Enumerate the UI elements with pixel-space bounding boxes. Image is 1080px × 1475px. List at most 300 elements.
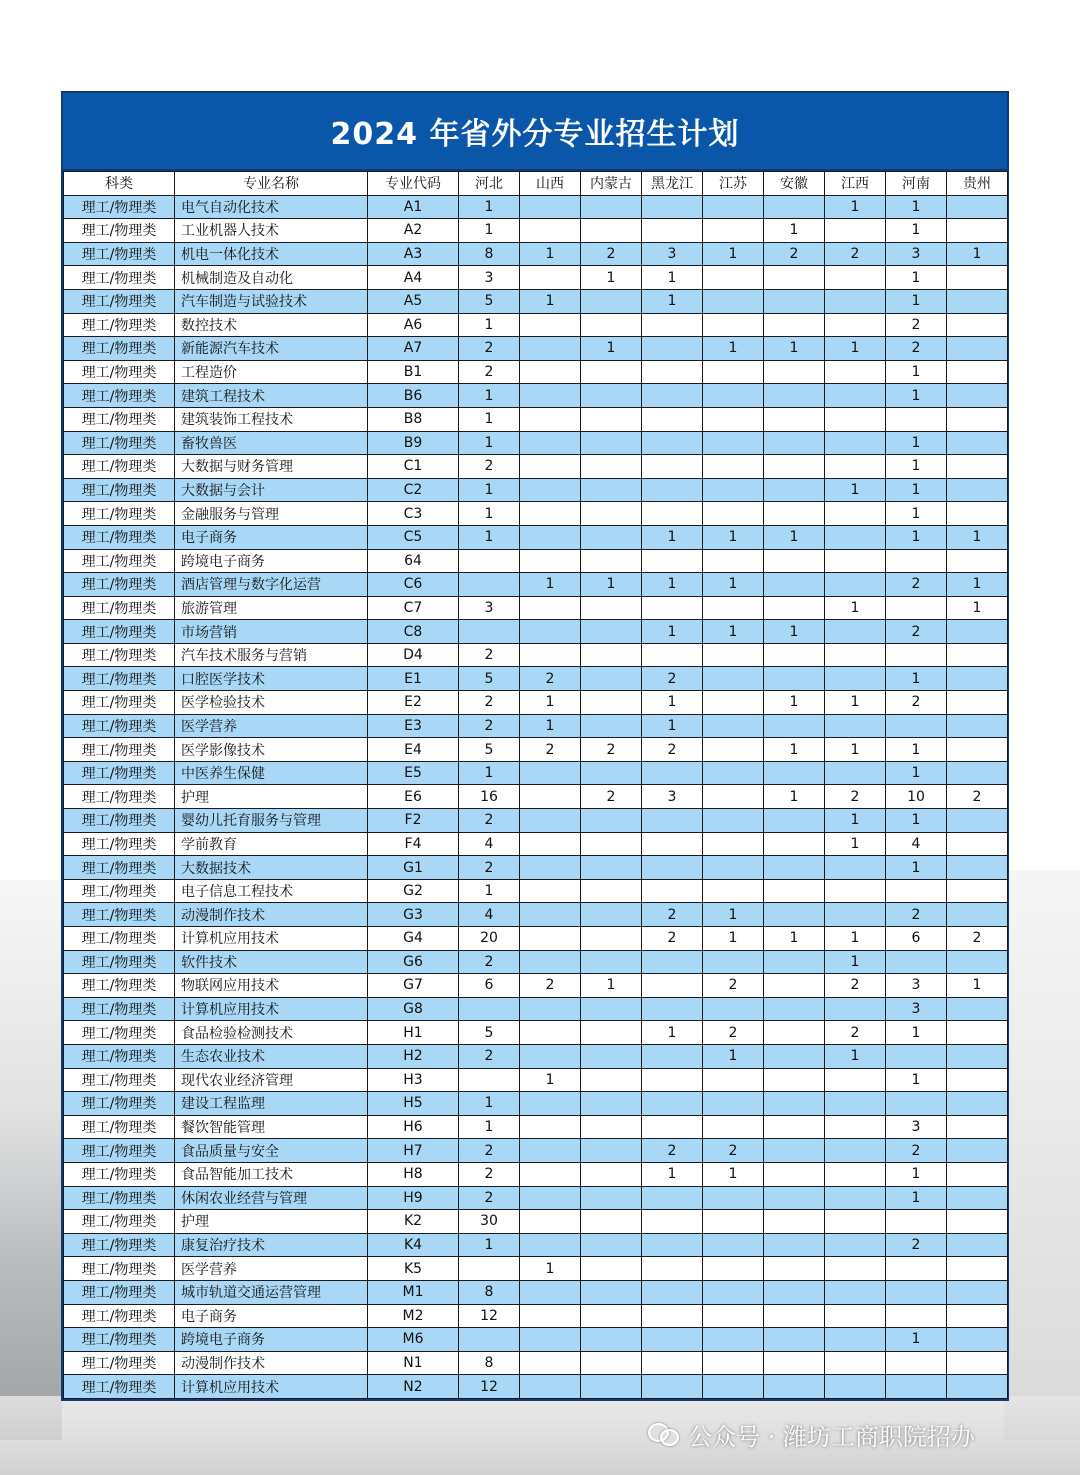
quota-cell bbox=[520, 903, 581, 927]
quota-cell bbox=[703, 289, 764, 313]
quota-cell bbox=[520, 1139, 581, 1163]
category-cell: 理工/物理类 bbox=[64, 1092, 175, 1116]
quota-cell: 1 bbox=[886, 289, 947, 313]
quota-cell bbox=[703, 761, 764, 785]
table-row bbox=[64, 337, 1008, 361]
quota-cell bbox=[581, 1257, 642, 1281]
quota-cell: 8 bbox=[459, 1351, 520, 1375]
quota-cell bbox=[947, 667, 1008, 691]
quota-cell bbox=[581, 832, 642, 856]
quota-cell bbox=[886, 549, 947, 573]
major-code-cell: A3 bbox=[368, 242, 459, 266]
quota-cell: 16 bbox=[459, 785, 520, 809]
quota-cell bbox=[947, 620, 1008, 644]
category-cell: 理工/物理类 bbox=[64, 1186, 175, 1210]
major-name-cell: 软件技术 bbox=[175, 950, 368, 974]
quota-cell bbox=[825, 1328, 886, 1352]
quota-cell bbox=[764, 573, 825, 597]
quota-cell bbox=[764, 1115, 825, 1139]
quota-cell bbox=[520, 620, 581, 644]
table-row bbox=[64, 1186, 1008, 1210]
quota-cell bbox=[581, 360, 642, 384]
quota-cell bbox=[520, 1233, 581, 1257]
major-code-cell: E3 bbox=[368, 714, 459, 738]
category-cell: 理工/物理类 bbox=[64, 1210, 175, 1234]
major-code-cell: G8 bbox=[368, 997, 459, 1021]
major-code-cell: F2 bbox=[368, 809, 459, 833]
table-row bbox=[64, 1092, 1008, 1116]
quota-cell: 1 bbox=[886, 809, 947, 833]
quota-cell bbox=[764, 360, 825, 384]
quota-cell bbox=[947, 761, 1008, 785]
category-cell: 理工/物理类 bbox=[64, 1280, 175, 1304]
quota-cell bbox=[947, 502, 1008, 526]
quota-cell: 2 bbox=[459, 1044, 520, 1068]
major-name-cell: 食品智能加工技术 bbox=[175, 1162, 368, 1186]
quota-cell bbox=[947, 219, 1008, 243]
quota-cell: 1 bbox=[581, 573, 642, 597]
quota-cell bbox=[642, 1044, 703, 1068]
quota-cell bbox=[520, 856, 581, 880]
quota-cell bbox=[947, 455, 1008, 479]
quota-cell bbox=[947, 879, 1008, 903]
table-row bbox=[64, 1280, 1008, 1304]
quota-cell bbox=[581, 195, 642, 219]
quota-cell: 1 bbox=[459, 879, 520, 903]
quota-cell bbox=[703, 1351, 764, 1375]
quota-cell bbox=[764, 761, 825, 785]
enrollment-table bbox=[63, 171, 1008, 1399]
quota-cell: 1 bbox=[825, 596, 886, 620]
quota-cell: 12 bbox=[459, 1375, 520, 1399]
quota-cell: 2 bbox=[886, 620, 947, 644]
table-row bbox=[64, 1210, 1008, 1234]
quota-cell bbox=[947, 738, 1008, 762]
quota-cell bbox=[581, 219, 642, 243]
quota-cell bbox=[520, 525, 581, 549]
table-row bbox=[64, 478, 1008, 502]
quota-cell bbox=[703, 455, 764, 479]
quota-cell: 2 bbox=[459, 1162, 520, 1186]
category-cell: 理工/物理类 bbox=[64, 195, 175, 219]
quota-cell bbox=[520, 643, 581, 667]
quota-cell bbox=[642, 1092, 703, 1116]
quota-cell: 1 bbox=[703, 620, 764, 644]
quota-cell bbox=[703, 809, 764, 833]
quota-cell bbox=[703, 266, 764, 290]
major-code-cell: 64 bbox=[368, 549, 459, 573]
quota-cell bbox=[642, 1280, 703, 1304]
major-code-cell: E6 bbox=[368, 785, 459, 809]
table-row bbox=[64, 1139, 1008, 1163]
category-cell: 理工/物理类 bbox=[64, 1044, 175, 1068]
category-cell: 理工/物理类 bbox=[64, 1328, 175, 1352]
major-name-cell: 汽车制造与试验技术 bbox=[175, 289, 368, 313]
quota-cell bbox=[947, 195, 1008, 219]
quota-cell bbox=[520, 1210, 581, 1234]
quota-cell bbox=[947, 549, 1008, 573]
quota-cell: 2 bbox=[642, 738, 703, 762]
quota-cell bbox=[459, 997, 520, 1021]
major-code-cell: H5 bbox=[368, 1092, 459, 1116]
quota-cell bbox=[520, 219, 581, 243]
quota-cell bbox=[642, 1351, 703, 1375]
quota-cell bbox=[764, 1186, 825, 1210]
quota-cell bbox=[581, 1068, 642, 1092]
quota-cell: 2 bbox=[581, 242, 642, 266]
quota-cell bbox=[520, 1280, 581, 1304]
major-name-cell: 计算机应用技术 bbox=[175, 997, 368, 1021]
major-code-cell: M1 bbox=[368, 1280, 459, 1304]
quota-cell bbox=[642, 478, 703, 502]
quota-cell bbox=[825, 313, 886, 337]
quota-cell: 1 bbox=[825, 950, 886, 974]
quota-cell bbox=[947, 337, 1008, 361]
quota-cell bbox=[947, 1115, 1008, 1139]
column-header: 安徽 bbox=[764, 172, 825, 196]
quota-cell bbox=[947, 360, 1008, 384]
category-cell: 理工/物理类 bbox=[64, 620, 175, 644]
category-cell: 理工/物理类 bbox=[64, 738, 175, 762]
major-code-cell: G7 bbox=[368, 974, 459, 998]
major-code-cell: E1 bbox=[368, 667, 459, 691]
quota-cell: 2 bbox=[642, 667, 703, 691]
quota-cell bbox=[825, 407, 886, 431]
quota-cell bbox=[825, 525, 886, 549]
major-name-cell: 休闲农业经营与管理 bbox=[175, 1186, 368, 1210]
quota-cell bbox=[825, 549, 886, 573]
quota-cell: 1 bbox=[886, 502, 947, 526]
quota-cell bbox=[703, 1115, 764, 1139]
quota-cell: 2 bbox=[642, 927, 703, 951]
quota-cell bbox=[886, 950, 947, 974]
quota-cell bbox=[703, 691, 764, 715]
quota-cell: 1 bbox=[886, 1021, 947, 1045]
quota-cell: 4 bbox=[459, 832, 520, 856]
category-cell: 理工/物理类 bbox=[64, 691, 175, 715]
quota-cell: 3 bbox=[459, 266, 520, 290]
quota-cell bbox=[581, 643, 642, 667]
quota-cell bbox=[886, 1257, 947, 1281]
quota-cell bbox=[947, 1280, 1008, 1304]
quota-cell bbox=[886, 1092, 947, 1116]
major-code-cell: G6 bbox=[368, 950, 459, 974]
quota-cell bbox=[581, 927, 642, 951]
category-cell: 理工/物理类 bbox=[64, 997, 175, 1021]
quota-cell: 2 bbox=[886, 1139, 947, 1163]
quota-cell: 1 bbox=[886, 455, 947, 479]
quota-cell bbox=[642, 832, 703, 856]
major-code-cell: F4 bbox=[368, 832, 459, 856]
quota-cell bbox=[520, 832, 581, 856]
quota-cell bbox=[947, 1092, 1008, 1116]
quota-cell: 1 bbox=[459, 761, 520, 785]
quota-cell bbox=[764, 455, 825, 479]
category-cell: 理工/物理类 bbox=[64, 525, 175, 549]
quota-cell bbox=[764, 1210, 825, 1234]
major-code-cell: A7 bbox=[368, 337, 459, 361]
major-code-cell: B6 bbox=[368, 384, 459, 408]
quota-cell bbox=[947, 266, 1008, 290]
major-name-cell: 医学影像技术 bbox=[175, 738, 368, 762]
quota-cell bbox=[825, 1068, 886, 1092]
quota-cell bbox=[764, 1044, 825, 1068]
quota-cell bbox=[520, 1115, 581, 1139]
major-code-cell: A1 bbox=[368, 195, 459, 219]
quota-cell: 1 bbox=[703, 242, 764, 266]
quota-cell bbox=[581, 691, 642, 715]
quota-cell: 1 bbox=[764, 219, 825, 243]
major-name-cell: 跨境电子商务 bbox=[175, 1328, 368, 1352]
quota-cell bbox=[764, 313, 825, 337]
quota-cell bbox=[947, 714, 1008, 738]
quota-cell bbox=[459, 620, 520, 644]
major-code-cell: M2 bbox=[368, 1304, 459, 1328]
quota-cell bbox=[459, 1257, 520, 1281]
quota-cell bbox=[642, 1257, 703, 1281]
quota-cell bbox=[581, 1210, 642, 1234]
table-row bbox=[64, 1328, 1008, 1352]
quota-cell bbox=[520, 455, 581, 479]
table-row bbox=[64, 1257, 1008, 1281]
column-header: 专业名称 bbox=[175, 172, 368, 196]
table-row bbox=[64, 1115, 1008, 1139]
quota-cell: 1 bbox=[459, 407, 520, 431]
quota-cell bbox=[825, 1092, 886, 1116]
quota-cell: 1 bbox=[886, 384, 947, 408]
quota-cell bbox=[947, 1328, 1008, 1352]
quota-cell bbox=[703, 1092, 764, 1116]
quota-cell bbox=[642, 1068, 703, 1092]
quota-cell: 2 bbox=[703, 1139, 764, 1163]
table-row bbox=[64, 974, 1008, 998]
quota-cell: 1 bbox=[642, 691, 703, 715]
quota-cell: 1 bbox=[703, 1162, 764, 1186]
quota-cell bbox=[825, 856, 886, 880]
table-body bbox=[64, 195, 1008, 1398]
column-header: 江苏 bbox=[703, 172, 764, 196]
quota-cell: 2 bbox=[459, 360, 520, 384]
quota-cell: 1 bbox=[459, 431, 520, 455]
quota-cell: 2 bbox=[459, 714, 520, 738]
quota-cell bbox=[581, 1162, 642, 1186]
quota-cell bbox=[825, 1280, 886, 1304]
quota-cell bbox=[886, 1210, 947, 1234]
quota-cell: 1 bbox=[642, 1021, 703, 1045]
quota-cell bbox=[947, 1162, 1008, 1186]
quota-cell bbox=[642, 502, 703, 526]
quota-cell bbox=[520, 761, 581, 785]
major-name-cell: 建筑工程技术 bbox=[175, 384, 368, 408]
quota-cell bbox=[581, 1186, 642, 1210]
quota-cell bbox=[520, 431, 581, 455]
category-cell: 理工/物理类 bbox=[64, 856, 175, 880]
quota-cell bbox=[947, 1210, 1008, 1234]
category-cell: 理工/物理类 bbox=[64, 1233, 175, 1257]
quota-cell bbox=[825, 714, 886, 738]
quota-cell bbox=[642, 1233, 703, 1257]
quota-cell bbox=[947, 856, 1008, 880]
major-code-cell: H3 bbox=[368, 1068, 459, 1092]
quota-cell bbox=[886, 1044, 947, 1068]
quota-cell: 1 bbox=[642, 525, 703, 549]
category-cell: 理工/物理类 bbox=[64, 384, 175, 408]
major-name-cell: 医学营养 bbox=[175, 1257, 368, 1281]
quota-cell: 2 bbox=[642, 1139, 703, 1163]
quota-cell bbox=[825, 761, 886, 785]
quota-cell: 1 bbox=[886, 856, 947, 880]
column-header: 科类 bbox=[64, 172, 175, 196]
quota-cell bbox=[886, 1304, 947, 1328]
table-row bbox=[64, 761, 1008, 785]
quota-cell: 1 bbox=[886, 219, 947, 243]
quota-cell: 2 bbox=[703, 1021, 764, 1045]
quota-cell bbox=[520, 950, 581, 974]
quota-cell bbox=[825, 384, 886, 408]
major-name-cell: 建设工程监理 bbox=[175, 1092, 368, 1116]
category-cell: 理工/物理类 bbox=[64, 478, 175, 502]
major-name-cell: 食品质量与安全 bbox=[175, 1139, 368, 1163]
quota-cell bbox=[703, 384, 764, 408]
major-name-cell: 汽车技术服务与营销 bbox=[175, 643, 368, 667]
column-header: 黑龙江 bbox=[642, 172, 703, 196]
category-cell: 理工/物理类 bbox=[64, 219, 175, 243]
category-cell: 理工/物理类 bbox=[64, 1257, 175, 1281]
quota-cell bbox=[581, 1304, 642, 1328]
major-name-cell: 旅游管理 bbox=[175, 596, 368, 620]
category-cell: 理工/物理类 bbox=[64, 903, 175, 927]
table-row bbox=[64, 596, 1008, 620]
quota-cell bbox=[642, 407, 703, 431]
quota-cell bbox=[703, 1233, 764, 1257]
major-code-cell: K2 bbox=[368, 1210, 459, 1234]
quota-cell bbox=[764, 1162, 825, 1186]
column-header: 河南 bbox=[886, 172, 947, 196]
major-name-cell: 建筑装饰工程技术 bbox=[175, 407, 368, 431]
quota-cell: 8 bbox=[459, 242, 520, 266]
major-code-cell: H1 bbox=[368, 1021, 459, 1045]
quota-cell bbox=[642, 1304, 703, 1328]
table-row bbox=[64, 667, 1008, 691]
quota-cell bbox=[947, 1233, 1008, 1257]
quota-cell: 2 bbox=[825, 242, 886, 266]
quota-cell bbox=[825, 455, 886, 479]
major-code-cell: E5 bbox=[368, 761, 459, 785]
quota-cell: 1 bbox=[947, 573, 1008, 597]
quota-cell bbox=[581, 809, 642, 833]
quota-cell bbox=[825, 431, 886, 455]
quota-cell bbox=[581, 950, 642, 974]
quota-cell: 2 bbox=[459, 691, 520, 715]
quota-cell: 1 bbox=[520, 1068, 581, 1092]
quota-cell bbox=[642, 195, 703, 219]
quota-cell: 1 bbox=[886, 1186, 947, 1210]
table-row bbox=[64, 431, 1008, 455]
table-row bbox=[64, 691, 1008, 715]
quota-cell bbox=[581, 313, 642, 337]
category-cell: 理工/物理类 bbox=[64, 502, 175, 526]
quota-cell bbox=[703, 1328, 764, 1352]
major-name-cell: 畜牧兽医 bbox=[175, 431, 368, 455]
quota-cell bbox=[520, 927, 581, 951]
category-cell: 理工/物理类 bbox=[64, 431, 175, 455]
quota-cell: 1 bbox=[825, 691, 886, 715]
major-code-cell: H9 bbox=[368, 1186, 459, 1210]
quota-cell bbox=[581, 525, 642, 549]
major-name-cell: 金融服务与管理 bbox=[175, 502, 368, 526]
major-name-cell: 护理 bbox=[175, 785, 368, 809]
quota-cell: 1 bbox=[459, 525, 520, 549]
major-code-cell: G3 bbox=[368, 903, 459, 927]
quota-cell: 1 bbox=[459, 195, 520, 219]
quota-cell bbox=[825, 667, 886, 691]
major-name-cell: 康复治疗技术 bbox=[175, 1233, 368, 1257]
quota-cell bbox=[581, 667, 642, 691]
quota-cell bbox=[947, 431, 1008, 455]
quota-cell: 20 bbox=[459, 927, 520, 951]
quota-cell bbox=[581, 761, 642, 785]
quota-cell bbox=[520, 384, 581, 408]
table-row bbox=[64, 525, 1008, 549]
category-cell: 理工/物理类 bbox=[64, 455, 175, 479]
watermark-text: 公众号 · 潍坊工商职院招办 bbox=[688, 1422, 975, 1451]
quota-cell bbox=[642, 950, 703, 974]
quota-cell bbox=[581, 431, 642, 455]
major-name-cell: 计算机应用技术 bbox=[175, 927, 368, 951]
table-row bbox=[64, 809, 1008, 833]
category-cell: 理工/物理类 bbox=[64, 879, 175, 903]
column-header: 山西 bbox=[520, 172, 581, 196]
major-code-cell: D4 bbox=[368, 643, 459, 667]
table-row bbox=[64, 1233, 1008, 1257]
major-name-cell: 跨境电子商务 bbox=[175, 549, 368, 573]
quota-cell bbox=[764, 384, 825, 408]
quota-cell: 1 bbox=[459, 219, 520, 243]
quota-cell bbox=[825, 620, 886, 644]
major-code-cell: C6 bbox=[368, 573, 459, 597]
major-code-cell: M6 bbox=[368, 1328, 459, 1352]
major-name-cell: 现代农业经济管理 bbox=[175, 1068, 368, 1092]
quota-cell bbox=[703, 478, 764, 502]
category-cell: 理工/物理类 bbox=[64, 667, 175, 691]
quota-cell: 1 bbox=[825, 195, 886, 219]
quota-cell: 1 bbox=[886, 525, 947, 549]
quota-cell bbox=[642, 219, 703, 243]
quota-cell bbox=[947, 809, 1008, 833]
major-code-cell: E2 bbox=[368, 691, 459, 715]
quota-cell bbox=[764, 809, 825, 833]
quota-cell bbox=[764, 879, 825, 903]
category-cell: 理工/物理类 bbox=[64, 573, 175, 597]
quota-cell bbox=[520, 596, 581, 620]
quota-cell: 1 bbox=[459, 502, 520, 526]
quota-cell: 1 bbox=[886, 431, 947, 455]
major-code-cell: C2 bbox=[368, 478, 459, 502]
quota-cell bbox=[886, 407, 947, 431]
quota-cell bbox=[703, 219, 764, 243]
quota-cell bbox=[703, 1375, 764, 1399]
major-name-cell: 食品检验检测技术 bbox=[175, 1021, 368, 1045]
major-name-cell: 动漫制作技术 bbox=[175, 1351, 368, 1375]
quota-cell bbox=[581, 1044, 642, 1068]
quota-cell bbox=[581, 903, 642, 927]
quota-cell: 1 bbox=[886, 1328, 947, 1352]
quota-cell bbox=[947, 1186, 1008, 1210]
quota-cell: 1 bbox=[581, 974, 642, 998]
quota-cell bbox=[581, 1115, 642, 1139]
table-row bbox=[64, 643, 1008, 667]
category-cell: 理工/物理类 bbox=[64, 974, 175, 998]
